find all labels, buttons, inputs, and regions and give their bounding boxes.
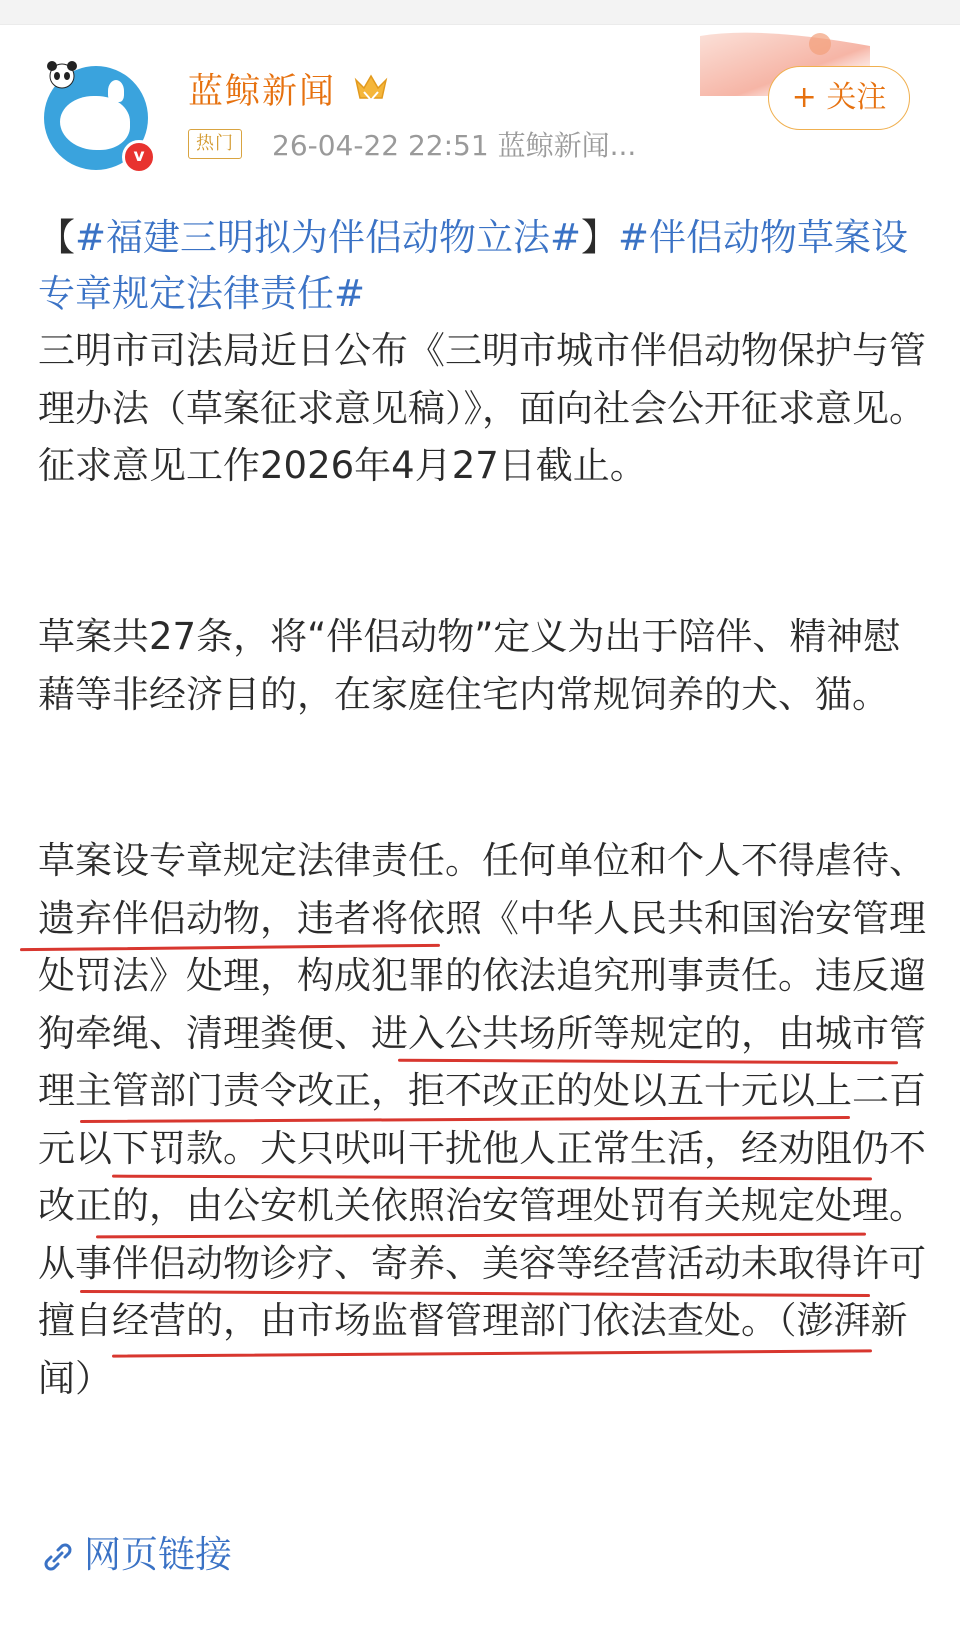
whale-spout <box>108 80 124 102</box>
web-link-label: 网页链接 <box>84 1533 232 1576</box>
paragraph-announcement: 三明市司法局近日公布《三明市城市伴侣动物保护与管理办法（草案征求意见稿）》，面向社会公开征求意见。征求意见工作2026年4月27日截止。 <box>38 329 926 487</box>
follow-button[interactable]: + 关注 <box>768 66 910 130</box>
post-headline <box>38 210 928 322</box>
member-crown-icon <box>352 70 390 104</box>
author-name[interactable]: 蓝鲸新闻 <box>188 72 337 112</box>
web-link[interactable] <box>40 1524 232 1578</box>
paragraph-liability: 草案设专章规定法律责任。任何单位和个人不得虐待、遗弃伴侣动物，违者将依照《中华人民共和国治安管理处罚法》处理，构成犯罪的依法追究刑事责任。违反遛狗牵绳、清理粪便、进入公共场所等规定的，由城市管理主管部门责令改正，拒不改正的处以五十元以上二百元以下罚款。犬只吠叫干扰他人正常生活，经劝阻仍不改正的，由公安机关依照治安管理处罚有关规定处理。从事伴侣动物诊疗、寄养、美容等经营活动未取得许可擅自经营的，由市场监督管理部门依法查处。（澎湃新闻） <box>38 839 926 1400</box>
headline-bracket-close: 】 <box>581 216 619 259</box>
post-meta: 26-04-22 22:51 蓝鲸新闻... <box>272 129 637 162</box>
verified-badge-icon: v <box>122 140 156 174</box>
link-icon <box>40 1539 76 1575</box>
topic-tag-legislation[interactable]: #福建三明拟为伴侣动物立法# <box>75 216 582 259</box>
paragraph-definition: 草案共27条，将“伴侣动物”定义为出于陪伴、精神慰藉等非经济目的，在家庭住宅内常规饲养的犬、猫。 <box>38 615 901 716</box>
top-bar <box>0 0 960 25</box>
topic-tag-liability[interactable]: #伴侣动物草案设专章规定法律责任# <box>38 216 909 315</box>
whale-logo <box>60 96 130 150</box>
panda-icon <box>42 58 82 90</box>
hot-badge: 热门 <box>188 129 242 159</box>
headline-bracket-open: 【 <box>38 216 75 259</box>
